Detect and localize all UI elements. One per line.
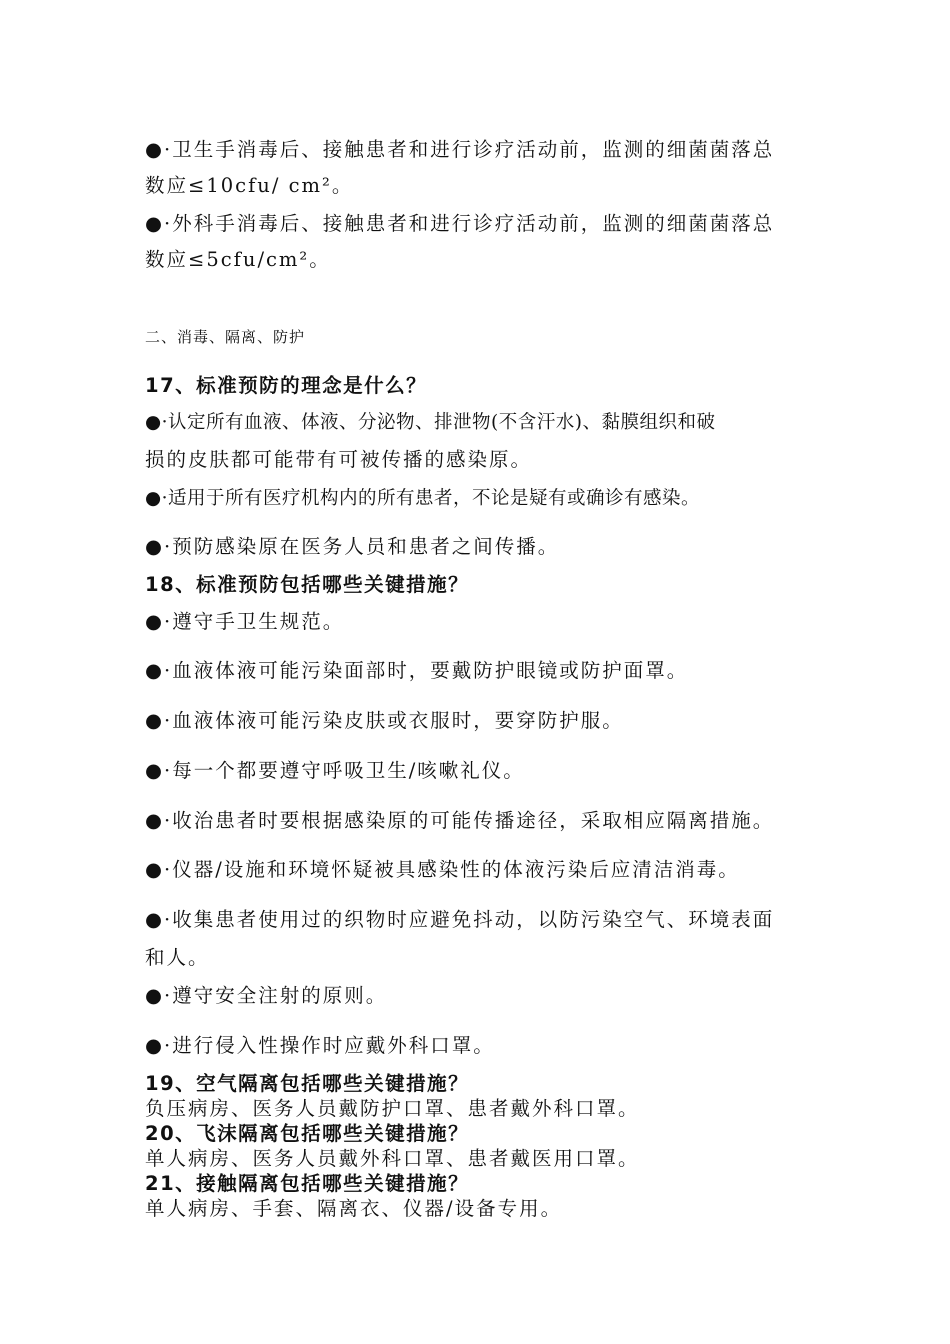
paragraph-line: ●·血液体液可能污染皮肤或衣服时，要穿防护服。: [145, 709, 624, 732]
paragraph-line: ●·卫生手消毒后、接触患者和进行诊疗活动前，监测的细菌菌落总: [145, 138, 775, 161]
paragraph-line: ●·认定所有血液、体液、分泌物、排泄物(不含汗水)、黏膜组织和破: [145, 412, 716, 433]
paragraph-line: ●·仪器/设施和环境怀疑被具感染性的体液污染后应清洁消毒。: [145, 858, 740, 881]
paragraph-line: ●·进行侵入性操作时应戴外科口罩。: [145, 1034, 495, 1057]
question-heading: 18、标准预防包括哪些关键措施？: [145, 573, 470, 596]
paragraph-line: ●·遵守手卫生规范。: [145, 610, 345, 633]
paragraph-line: 和人。: [145, 946, 210, 969]
paragraph-line: ●·适用于所有医疗机构内的所有患者，不论是疑有或确诊有感染。: [145, 488, 701, 509]
paragraph-line: ●·收治患者时要根据感染原的可能传播途径，采取相应隔离措施。: [145, 809, 775, 832]
paragraph-line: ●·血液体液可能污染面部时，要戴防护眼镜或防护面罩。: [145, 659, 689, 682]
answer-line: 负压病房、医务人员戴防护口罩、患者戴外科口罩。: [145, 1097, 640, 1120]
paragraph-line: ●·遵守安全注射的原则。: [145, 984, 388, 1007]
answer-line: 单人病房、医务人员戴外科口罩、患者戴医用口罩。: [145, 1147, 640, 1170]
question-heading: 17、标准预防的理念是什么？: [145, 374, 428, 397]
paragraph-line: 数应≤5cfu/cm²。: [145, 248, 331, 271]
question-heading: 21、接触隔离包括哪些关键措施？: [145, 1172, 470, 1195]
question-heading: 20、飞沫隔离包括哪些关键措施？: [145, 1122, 470, 1145]
paragraph-line: ●·预防感染原在医务人员和患者之间传播。: [145, 535, 560, 558]
section-heading: 二、消毒、隔离、防护: [145, 328, 306, 346]
paragraph-line: ●·每一个都要遵守呼吸卫生/咳嗽礼仪。: [145, 759, 525, 782]
paragraph-line: 损的皮肤都可能带有可被传播的感染原。: [145, 448, 533, 471]
answer-line: 单人病房、手套、隔离衣、仪器/设备专用。: [145, 1197, 563, 1220]
paragraph-line: ●·收集患者使用过的织物时应避免抖动，以防污染空气、环境表面: [145, 908, 775, 931]
paragraph-line: ●·外科手消毒后、接触患者和进行诊疗活动前，监测的细菌菌落总: [145, 212, 775, 235]
paragraph-line: 数应≤10cfu/ cm²。: [145, 174, 354, 197]
question-heading: 19、空气隔离包括哪些关键措施？: [145, 1072, 470, 1095]
